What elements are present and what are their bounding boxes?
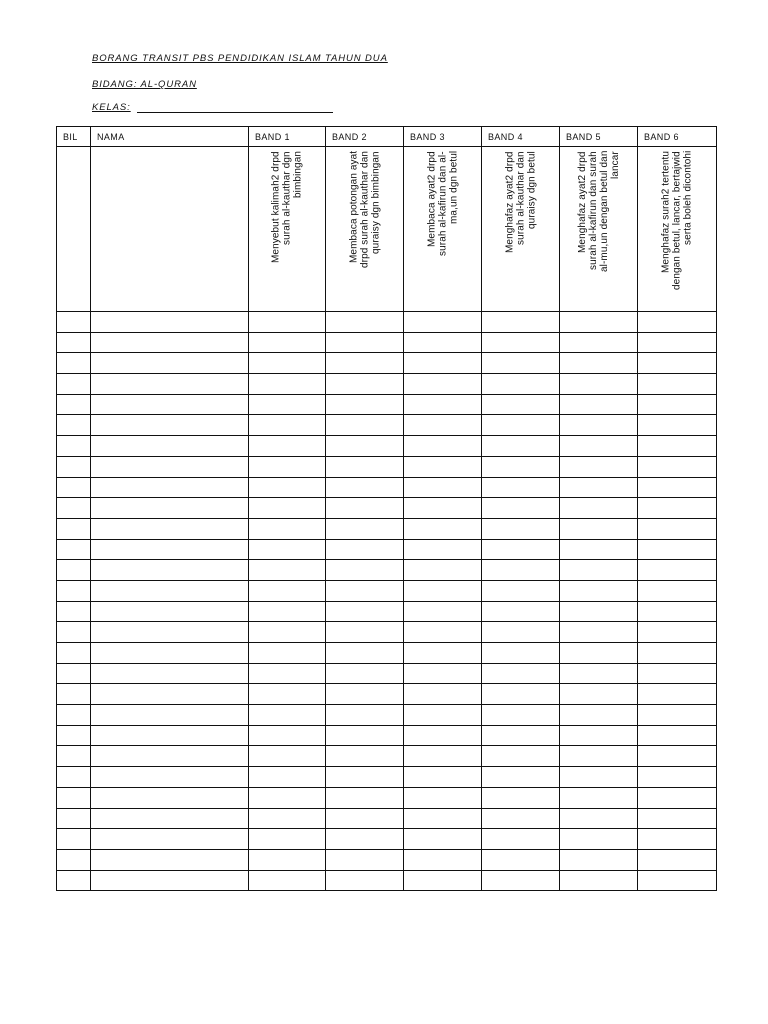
cell-nama[interactable] (91, 746, 249, 767)
cell-band1[interactable] (249, 415, 326, 436)
cell-band2[interactable] (326, 829, 404, 850)
cell-band1[interactable] (249, 849, 326, 870)
cell-band3[interactable] (404, 332, 482, 353)
col-header-bil: BIL (57, 127, 91, 147)
table-row (57, 518, 717, 539)
table-row (57, 705, 717, 726)
table-row (57, 580, 717, 601)
cell-band1[interactable] (249, 456, 326, 477)
cell-band1[interactable] (249, 498, 326, 519)
cell-band5[interactable] (560, 829, 638, 850)
cell-band1[interactable] (249, 663, 326, 684)
cell-band6[interactable] (638, 705, 717, 726)
cell-band2[interactable] (326, 456, 404, 477)
table-row (57, 767, 717, 788)
table-row (57, 415, 717, 436)
cell-band2[interactable] (326, 332, 404, 353)
cell-band3[interactable] (404, 394, 482, 415)
descriptor-band1-cell (249, 147, 326, 312)
cell-bil[interactable] (57, 394, 91, 415)
cell-nama[interactable] (91, 332, 249, 353)
table-row (57, 456, 717, 477)
cell-nama[interactable] (91, 353, 249, 374)
cell-bil[interactable] (57, 312, 91, 333)
cell-band6[interactable] (638, 870, 717, 891)
cell-band2[interactable] (326, 312, 404, 333)
col-header-band1: BAND 1 (249, 127, 326, 147)
col-header-band5: BAND 5 (560, 127, 638, 147)
cell-band3[interactable] (404, 415, 482, 436)
cell-band5[interactable] (560, 580, 638, 601)
cell-bil[interactable] (57, 746, 91, 767)
col-header-band4: BAND 4 (482, 127, 560, 147)
cell-band6[interactable] (638, 394, 717, 415)
cell-band2[interactable] (326, 477, 404, 498)
descriptor-band6-cell (638, 147, 717, 312)
cell-band1[interactable] (249, 622, 326, 643)
cell-bil[interactable] (57, 539, 91, 560)
cell-bil[interactable] (57, 767, 91, 788)
cell-band5[interactable] (560, 456, 638, 477)
cell-band6[interactable] (638, 477, 717, 498)
cell-band5[interactable] (560, 394, 638, 415)
cell-band2[interactable] (326, 767, 404, 788)
cell-band2[interactable] (326, 622, 404, 643)
table-row (57, 870, 717, 891)
cell-band5[interactable] (560, 684, 638, 705)
cell-band1[interactable] (249, 829, 326, 850)
cell-band6[interactable] (638, 787, 717, 808)
cell-band4[interactable] (482, 560, 560, 581)
cell-band5[interactable] (560, 415, 638, 436)
table-row (57, 312, 717, 333)
cell-band3[interactable] (404, 725, 482, 746)
table-row (57, 829, 717, 850)
cell-band2[interactable] (326, 436, 404, 457)
cell-band5[interactable] (560, 705, 638, 726)
table-row (57, 332, 717, 353)
table-row (57, 746, 717, 767)
cell-nama[interactable] (91, 870, 249, 891)
cell-band6[interactable] (638, 829, 717, 850)
table-row (57, 353, 717, 374)
cell-bil[interactable] (57, 849, 91, 870)
cell-band4[interactable] (482, 787, 560, 808)
cell-band6[interactable] (638, 725, 717, 746)
cell-band1[interactable] (249, 436, 326, 457)
cell-band4[interactable] (482, 580, 560, 601)
cell-band6[interactable] (638, 312, 717, 333)
cell-nama[interactable] (91, 725, 249, 746)
cell-band4[interactable] (482, 415, 560, 436)
cell-band3[interactable] (404, 560, 482, 581)
cell-bil[interactable] (57, 332, 91, 353)
cell-nama[interactable] (91, 394, 249, 415)
cell-nama[interactable] (91, 312, 249, 333)
cell-band5[interactable] (560, 808, 638, 829)
cell-band6[interactable] (638, 539, 717, 560)
cell-band6[interactable] (638, 436, 717, 457)
table-row (57, 560, 717, 581)
cell-bil[interactable] (57, 436, 91, 457)
cell-band6[interactable] (638, 746, 717, 767)
cell-band4[interactable] (482, 456, 560, 477)
table-row (57, 643, 717, 664)
cell-band2[interactable] (326, 394, 404, 415)
cell-band3[interactable] (404, 601, 482, 622)
cell-band2[interactable] (326, 643, 404, 664)
cell-band3[interactable] (404, 746, 482, 767)
cell-bil[interactable] (57, 498, 91, 519)
cell-nama[interactable] (91, 601, 249, 622)
cell-nama[interactable] (91, 663, 249, 684)
cell-band6[interactable] (638, 456, 717, 477)
cell-band4[interactable] (482, 829, 560, 850)
table-row (57, 539, 717, 560)
cell-band5[interactable] (560, 374, 638, 395)
cell-band2[interactable] (326, 539, 404, 560)
cell-bil[interactable] (57, 456, 91, 477)
cell-bil[interactable] (57, 870, 91, 891)
cell-band6[interactable] (638, 580, 717, 601)
cell-bil[interactable] (57, 560, 91, 581)
cell-band5[interactable] (560, 663, 638, 684)
cell-band2[interactable] (326, 353, 404, 374)
cell-bil[interactable] (57, 725, 91, 746)
cell-band5[interactable] (560, 312, 638, 333)
cell-nama[interactable] (91, 808, 249, 829)
cell-band3[interactable] (404, 663, 482, 684)
cell-nama[interactable] (91, 580, 249, 601)
cell-band4[interactable] (482, 705, 560, 726)
cell-band6[interactable] (638, 808, 717, 829)
cell-band3[interactable] (404, 705, 482, 726)
descriptor-nama-cell (91, 147, 249, 312)
cell-band5[interactable] (560, 601, 638, 622)
col-header-band2: BAND 2 (326, 127, 404, 147)
cell-bil[interactable] (57, 622, 91, 643)
cell-band1[interactable] (249, 684, 326, 705)
cell-band3[interactable] (404, 477, 482, 498)
cell-band6[interactable] (638, 601, 717, 622)
cell-band6[interactable] (638, 663, 717, 684)
descriptor-band6: Menghafaz surah2 tertentu dengan betul, lancar, bertajwid serta boleh dicontohi (660, 151, 694, 290)
table-row (57, 663, 717, 684)
cell-band4[interactable] (482, 498, 560, 519)
cell-band1[interactable] (249, 705, 326, 726)
cell-band2[interactable] (326, 725, 404, 746)
cell-band1[interactable] (249, 374, 326, 395)
table-row (57, 787, 717, 808)
cell-band6[interactable] (638, 643, 717, 664)
cell-band6[interactable] (638, 560, 717, 581)
cell-band1[interactable] (249, 332, 326, 353)
cell-band5[interactable] (560, 332, 638, 353)
cell-bil[interactable] (57, 477, 91, 498)
table-row (57, 374, 717, 395)
cell-nama[interactable] (91, 415, 249, 436)
assessment-table (56, 126, 717, 891)
cell-band4[interactable] (482, 312, 560, 333)
cell-band2[interactable] (326, 374, 404, 395)
cell-band6[interactable] (638, 374, 717, 395)
cell-band2[interactable] (326, 498, 404, 519)
cell-band4[interactable] (482, 374, 560, 395)
cell-band1[interactable] (249, 767, 326, 788)
col-header-band3: BAND 3 (404, 127, 482, 147)
cell-band1[interactable] (249, 643, 326, 664)
cell-band3[interactable] (404, 580, 482, 601)
cell-band4[interactable] (482, 622, 560, 643)
cell-band5[interactable] (560, 436, 638, 457)
descriptor-row (57, 147, 717, 312)
table-row (57, 725, 717, 746)
cell-band2[interactable] (326, 518, 404, 539)
cell-band4[interactable] (482, 332, 560, 353)
cell-band6[interactable] (638, 767, 717, 788)
descriptor-band5: Menghafaz ayat2 drpd surah al-kafirun dan surah al-mu,un dengan betul dan lancar (576, 151, 621, 273)
cell-band3[interactable] (404, 849, 482, 870)
cell-nama[interactable] (91, 643, 249, 664)
cell-band4[interactable] (482, 477, 560, 498)
cell-band3[interactable] (404, 539, 482, 560)
cell-band2[interactable] (326, 746, 404, 767)
cell-band6[interactable] (638, 849, 717, 870)
cell-nama[interactable] (91, 456, 249, 477)
cell-band6[interactable] (638, 684, 717, 705)
cell-nama[interactable] (91, 829, 249, 850)
kelas-input-line[interactable] (137, 112, 333, 113)
cell-bil[interactable] (57, 518, 91, 539)
cell-bil[interactable] (57, 415, 91, 436)
cell-band4[interactable] (482, 725, 560, 746)
table-row (57, 601, 717, 622)
cell-nama[interactable] (91, 849, 249, 870)
cell-band5[interactable] (560, 539, 638, 560)
descriptor-band2: Membaca potongan ayat drpd surah al-kauthar dan quraisy dgn bimbingan (348, 151, 381, 269)
cell-band5[interactable] (560, 767, 638, 788)
cell-band5[interactable] (560, 353, 638, 374)
col-header-nama: NAMA (91, 127, 249, 147)
cell-nama[interactable] (91, 498, 249, 519)
cell-bil[interactable] (57, 663, 91, 684)
cell-band4[interactable] (482, 601, 560, 622)
cell-band1[interactable] (249, 787, 326, 808)
cell-band2[interactable] (326, 560, 404, 581)
cell-band1[interactable] (249, 746, 326, 767)
cell-band3[interactable] (404, 518, 482, 539)
table-row (57, 808, 717, 829)
cell-nama[interactable] (91, 374, 249, 395)
cell-band2[interactable] (326, 705, 404, 726)
descriptor-band4-cell (482, 147, 560, 312)
cell-band2[interactable] (326, 849, 404, 870)
cell-band1[interactable] (249, 560, 326, 581)
cell-band4[interactable] (482, 808, 560, 829)
cell-band5[interactable] (560, 622, 638, 643)
cell-band3[interactable] (404, 829, 482, 850)
cell-nama[interactable] (91, 767, 249, 788)
cell-band3[interactable] (404, 498, 482, 519)
descriptor-bil-cell (57, 147, 91, 312)
form-title: BORANG TRANSIT PBS PENDIDIKAN ISLAM TAHUN DUA (92, 53, 388, 64)
cell-band3[interactable] (404, 353, 482, 374)
descriptor-band2-cell (326, 147, 404, 312)
cell-band1[interactable] (249, 477, 326, 498)
table-row (57, 394, 717, 415)
cell-band4[interactable] (482, 767, 560, 788)
descriptor-band5-cell (560, 147, 638, 312)
cell-band3[interactable] (404, 312, 482, 333)
cell-band5[interactable] (560, 477, 638, 498)
cell-band2[interactable] (326, 870, 404, 891)
cell-band6[interactable] (638, 415, 717, 436)
cell-band1[interactable] (249, 539, 326, 560)
cell-band2[interactable] (326, 808, 404, 829)
cell-bil[interactable] (57, 643, 91, 664)
kelas-row (92, 102, 131, 113)
cell-band2[interactable] (326, 787, 404, 808)
cell-nama[interactable] (91, 477, 249, 498)
cell-bil[interactable] (57, 580, 91, 601)
cell-band2[interactable] (326, 580, 404, 601)
cell-band1[interactable] (249, 870, 326, 891)
cell-band4[interactable] (482, 849, 560, 870)
cell-bil[interactable] (57, 787, 91, 808)
cell-nama[interactable] (91, 684, 249, 705)
cell-band1[interactable] (249, 312, 326, 333)
cell-band3[interactable] (404, 643, 482, 664)
cell-band5[interactable] (560, 870, 638, 891)
table-row (57, 849, 717, 870)
cell-band4[interactable] (482, 746, 560, 767)
cell-band2[interactable] (326, 601, 404, 622)
cell-band4[interactable] (482, 518, 560, 539)
bidang-label: BIDANG: AL-QURAN (92, 79, 197, 90)
cell-band3[interactable] (404, 622, 482, 643)
cell-band1[interactable] (249, 394, 326, 415)
cell-bil[interactable] (57, 353, 91, 374)
cell-band1[interactable] (249, 353, 326, 374)
cell-nama[interactable] (91, 705, 249, 726)
cell-band6[interactable] (638, 498, 717, 519)
cell-band1[interactable] (249, 518, 326, 539)
cell-bil[interactable] (57, 601, 91, 622)
cell-band5[interactable] (560, 746, 638, 767)
cell-band4[interactable] (482, 643, 560, 664)
cell-nama[interactable] (91, 787, 249, 808)
cell-band4[interactable] (482, 663, 560, 684)
cell-band6[interactable] (638, 353, 717, 374)
cell-band2[interactable] (326, 684, 404, 705)
cell-nama[interactable] (91, 539, 249, 560)
table-row (57, 498, 717, 519)
cell-band4[interactable] (482, 394, 560, 415)
cell-band6[interactable] (638, 332, 717, 353)
cell-band3[interactable] (404, 808, 482, 829)
cell-band4[interactable] (482, 539, 560, 560)
cell-nama[interactable] (91, 518, 249, 539)
cell-band5[interactable] (560, 849, 638, 870)
cell-band3[interactable] (404, 436, 482, 457)
cell-band5[interactable] (560, 518, 638, 539)
cell-band6[interactable] (638, 518, 717, 539)
cell-band5[interactable] (560, 498, 638, 519)
cell-nama[interactable] (91, 622, 249, 643)
cell-band4[interactable] (482, 870, 560, 891)
cell-band1[interactable] (249, 808, 326, 829)
header-row (57, 127, 717, 147)
cell-band5[interactable] (560, 787, 638, 808)
descriptor-band1: Menyebut kalimah2 drpd surah al-kauthar dgn bimbingan (270, 151, 304, 263)
cell-band4[interactable] (482, 353, 560, 374)
cell-band3[interactable] (404, 684, 482, 705)
table-row (57, 684, 717, 705)
cell-band3[interactable] (404, 456, 482, 477)
kelas-label: KELAS: (92, 102, 131, 113)
cell-band5[interactable] (560, 560, 638, 581)
cell-band1[interactable] (249, 601, 326, 622)
descriptor-band3-cell (404, 147, 482, 312)
table-row (57, 436, 717, 457)
cell-bil[interactable] (57, 705, 91, 726)
cell-nama[interactable] (91, 436, 249, 457)
cell-band5[interactable] (560, 725, 638, 746)
cell-band1[interactable] (249, 725, 326, 746)
cell-band5[interactable] (560, 643, 638, 664)
cell-band3[interactable] (404, 870, 482, 891)
descriptor-band3: Membaca ayat2 drpd surah al-kafirun dan al- ma,un dgn betul (426, 151, 459, 256)
cell-band6[interactable] (638, 622, 717, 643)
cell-nama[interactable] (91, 560, 249, 581)
cell-bil[interactable] (57, 684, 91, 705)
cell-band1[interactable] (249, 580, 326, 601)
cell-bil[interactable] (57, 374, 91, 395)
cell-band3[interactable] (404, 767, 482, 788)
cell-band4[interactable] (482, 684, 560, 705)
cell-band2[interactable] (326, 663, 404, 684)
cell-band3[interactable] (404, 374, 482, 395)
cell-bil[interactable] (57, 829, 91, 850)
cell-bil[interactable] (57, 808, 91, 829)
cell-band2[interactable] (326, 415, 404, 436)
table-row (57, 622, 717, 643)
col-header-band6: BAND 6 (638, 127, 717, 147)
descriptor-band4: Menghafaz ayat2 drpd surah al-kauthar dan quraisy dgn betul (504, 151, 537, 253)
table-row (57, 477, 717, 498)
cell-band3[interactable] (404, 787, 482, 808)
cell-band4[interactable] (482, 436, 560, 457)
